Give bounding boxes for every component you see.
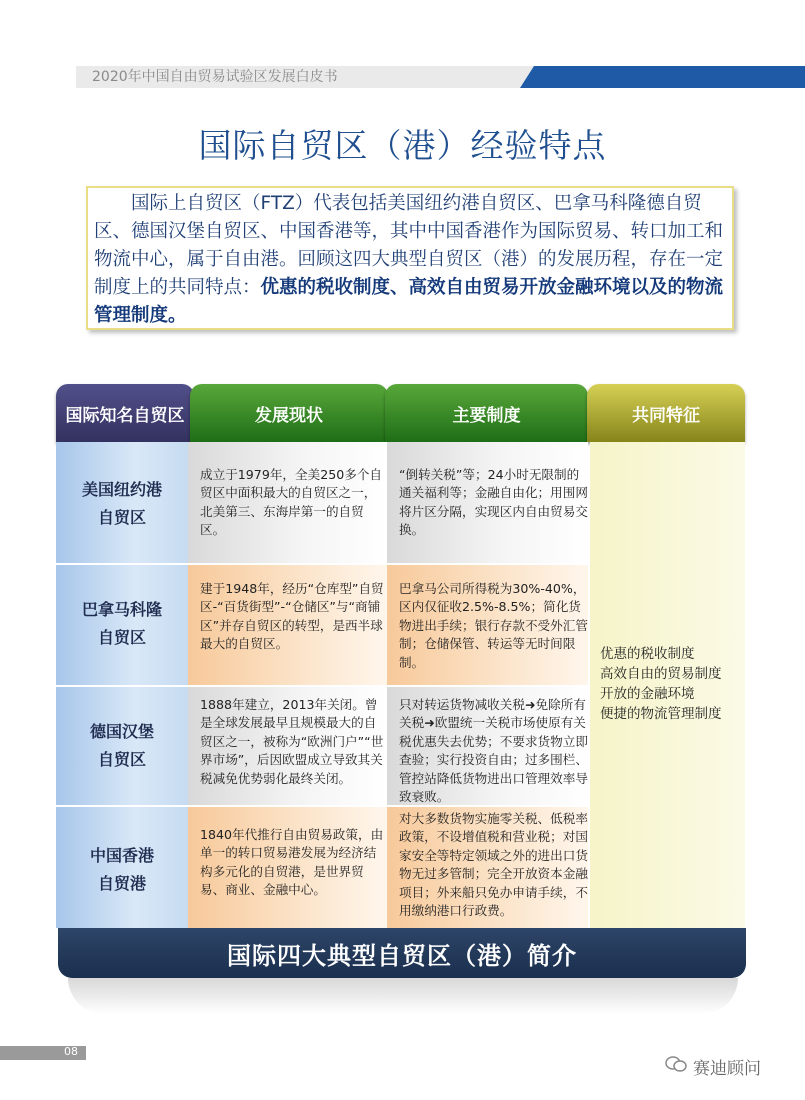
- header-system: 主要制度: [385, 384, 588, 442]
- zone-name-line2: 自贸区: [97, 628, 146, 647]
- page-number: 08: [64, 1045, 78, 1058]
- common-feature-item: 开放的金融环境: [600, 686, 695, 702]
- zone-name-colon: [56, 596, 188, 652]
- zone-name-line1: 美国纽约港: [81, 480, 162, 499]
- zone-name-line1: 中国香港: [89, 846, 154, 865]
- status-cell-hamburg: 1888年建立，2013年关闭。曾是全球发展最早且规模最大的自贸区之一，被称为“欧洲门户”“世界市场”，后因欧盟成立导致其关税减免优势弱化最终关闭。: [188, 686, 387, 806]
- zone-name-hamburg: [56, 718, 188, 774]
- zone-name-line1: 德国汉堡: [89, 722, 154, 741]
- header-title: 2020年中国自由贸易试验区发展白皮书: [92, 69, 338, 85]
- common-feature-item: 便捷的物流管理制度: [600, 706, 722, 722]
- system-cell-newyork: “倒转关税”等；24小时无限制的通关福利等；金融自由化；用围网将片区分隔，实现区内自由贸易交换。: [387, 442, 588, 564]
- common-feature-item: 优惠的税收制度: [600, 646, 695, 662]
- zone-name-line2: 自贸区: [97, 508, 146, 527]
- row-divider: [56, 563, 588, 565]
- watermark: [665, 1054, 761, 1079]
- header-accent: [520, 66, 805, 88]
- system-cell-colon: 巴拿马公司所得税为30%-40%，区内仅征收2.5%-8.5%；简化货物进出手续；银行存款不受外汇管制；仓储保管、转运等无时间限制。: [387, 564, 588, 686]
- zone-name-line2: 自贸港: [97, 874, 146, 893]
- footer-banner: 国际四大典型自贸区（港）简介: [58, 928, 746, 978]
- status-cell-hongkong: 1840年代推行自由贸易政策，由单一的转口贸易港发展为经济结构多元化的自贸港，是世界贸易、商业、金融中心。: [188, 806, 387, 928]
- row-divider: [56, 685, 588, 687]
- status-cell-colon: 建于1948年，经历“仓库型”自贸区-“百货街型”-“仓储区”与“商铺区”并存自贸区的转型，是西半球最大的自贸区。: [188, 564, 387, 686]
- common-feature-item: 高效自由的贸易制度: [600, 666, 722, 682]
- intro-box: [86, 186, 734, 330]
- zone-name-newyork: [56, 476, 188, 532]
- system-cell-hamburg: 只对转运货物减收关税➜免除所有关税➜欧盟统一关税市场使原有关税优惠失去优势；不要求货物立即查验；实行投资自由；过多围栏、管控站降低货物进出口管理效率导致衰败。: [387, 686, 588, 806]
- intro-bold: 优惠的税收制度、高效自由贸易开放金融环境以及的物流管理制度。: [94, 277, 724, 326]
- intro-text: [94, 190, 726, 330]
- header-status: 发展现状: [190, 384, 388, 442]
- system-cell-hongkong: 对大多数货物实施零关税、低税率政策，不设增值税和营业税；对国家安全等特定领域之外的进出口货物无过多管制；完全开放资本金融项目；外来船只免办申请手续，不用缴纳港口行政费。: [387, 806, 588, 928]
- intro-body: 国际上自贸区（FTZ）代表包括美国纽约港自贸区、巴拿马科隆德自贸区、德国汉堡自贸区、中国香港等，其中中国香港作为国际贸易、转口加工和物流中心，属于自由港。回顾这四大典型自贸区（港）的发展历程，存在一定制度上的共同特点：: [94, 193, 724, 298]
- header-zone: 国际知名自贸区: [56, 384, 194, 442]
- zone-name-line1: 巴拿马科隆: [81, 600, 162, 619]
- footer-shadow: [68, 978, 738, 1014]
- status-cell-newyork: 成立于1979年，全美250多个自贸区中面积最大的自贸区之一，北美第三、东海岸第一的自贸区。: [188, 442, 387, 564]
- watermark-text: 赛迪顾问: [693, 1059, 761, 1079]
- zone-name-line2: 自贸区: [97, 750, 146, 769]
- row-divider: [56, 805, 588, 807]
- zone-name-hongkong: [56, 842, 188, 898]
- common-features: [600, 644, 722, 724]
- wechat-icon: [665, 1055, 687, 1078]
- header-common: 共同特征: [587, 384, 745, 442]
- page-title: 国际自贸区（港）经验特点: [198, 126, 607, 165]
